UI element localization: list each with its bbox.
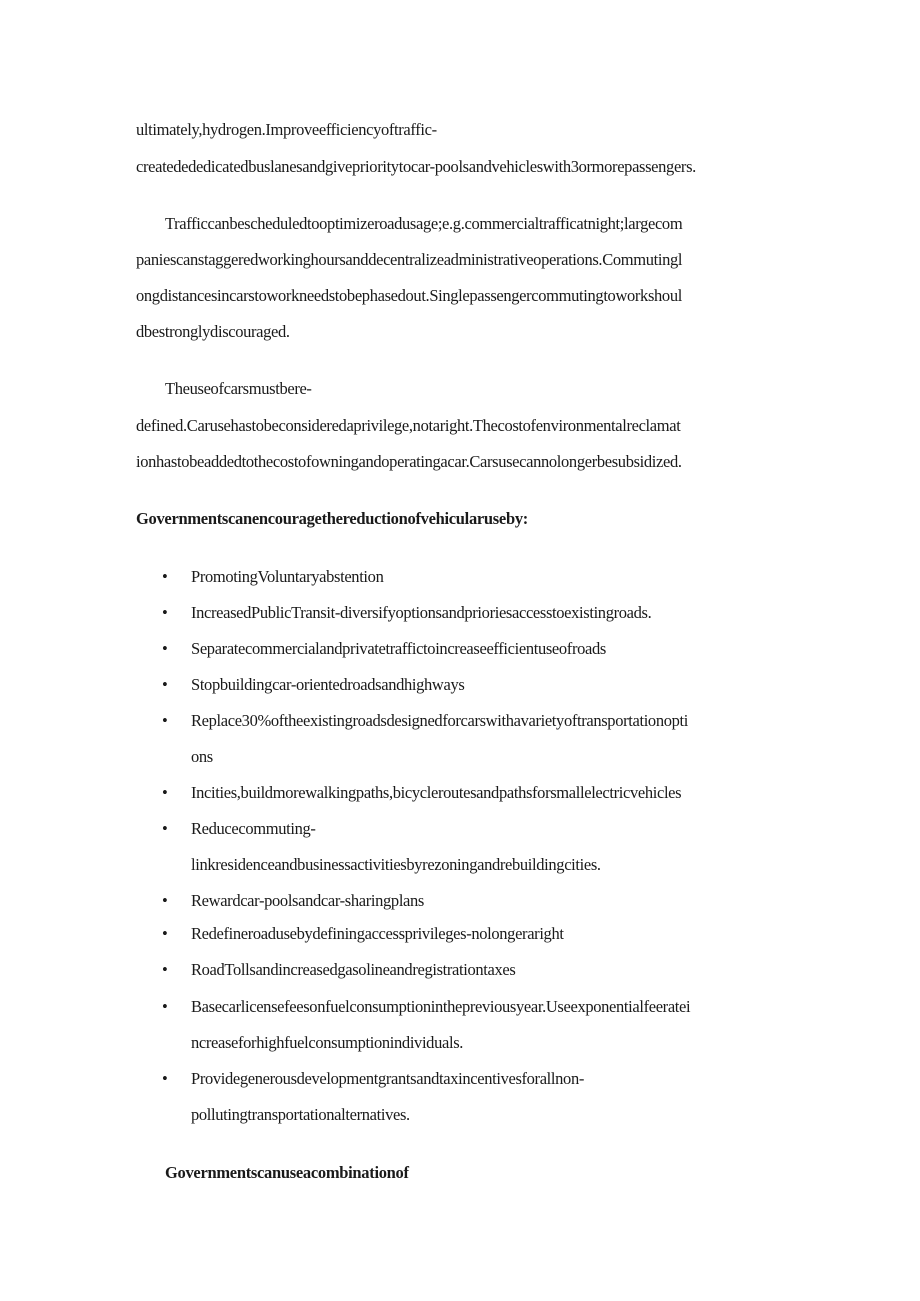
bullet-marker: • — [162, 960, 168, 979]
paragraph-3-line-3: ionhastobeaddedtothecostofowningandoperatingacar.Carsusecannolongerbesubsidized. — [136, 452, 682, 471]
bullet-item-9: Redefineroadusebydefiningaccessprivileges-nolongeraright — [191, 924, 564, 943]
bullet-item-7-line-2: linkresidenceandbusinessactivitiesbyrezoningandrebuildingcities. — [191, 855, 601, 874]
bullet-item-4: Stopbuildingcar-orientedroadsandhighways — [191, 675, 465, 694]
bullet-marker: • — [162, 924, 168, 943]
paragraph-2-line-1: Trafficcanbescheduledtooptimizeroadusage;e.g.commercialtrafficatnight;largecom — [165, 214, 683, 233]
bullet-item-6: Incities,buildmorewalkingpaths,bicycleroutesandpathsforsmallelectricvehicles — [191, 783, 682, 802]
paragraph-3-line-2: defined.Carusehastobeconsideredaprivilege,notaright.Thecostofenvironmentalreclamat — [136, 416, 681, 435]
bullet-marker: • — [162, 567, 168, 586]
bullet-item-1: PromotingVoluntaryabstention — [191, 567, 384, 586]
bullet-marker: • — [162, 1069, 168, 1088]
section-heading-reduction: Governmentscanencouragethereductionofvehicularuseby: — [136, 509, 528, 528]
bullet-item-12-line-1: Providegenerousdevelopmentgrantsandtaxincentivesforallnon- — [191, 1069, 584, 1088]
section-heading-combination: Governmentscanuseacombinationof — [165, 1163, 409, 1182]
bullet-marker: • — [162, 997, 168, 1016]
paragraph-1-line-1: ultimately,hydrogen.Improveefficiencyoftraffic- — [136, 120, 437, 139]
paragraph-2-line-4: dbestronglydiscouraged. — [136, 322, 290, 341]
bullet-marker: • — [162, 783, 168, 802]
bullet-item-2: IncreasedPublicTransit-diversifyoptionsandprioriesaccesstoexistingroads. — [191, 603, 652, 622]
bullet-marker: • — [162, 711, 168, 730]
bullet-item-3: Separatecommercialandprivatetraffictoincreaseefficientuseofroads — [191, 639, 606, 658]
bullet-item-5-line-1: Replace30%oftheexistingroadsdesignedforcarswithavarietyoftransportationopti — [191, 711, 688, 730]
bullet-item-10: RoadTollsandincreasedgasolineandregistrationtaxes — [191, 960, 516, 979]
bullet-marker: • — [162, 819, 168, 838]
bullet-marker: • — [162, 675, 168, 694]
paragraph-3-line-1: Theuseofcarsmustbere- — [165, 379, 312, 398]
paragraph-2-line-2: paniescanstaggeredworkinghoursanddecentralizeadministrativeoperations.Commutingl — [136, 250, 683, 269]
bullet-item-8: Rewardcar-poolsandcar-sharingplans — [191, 891, 425, 910]
bullet-marker: • — [162, 603, 168, 622]
bullet-item-5-line-2: ons — [191, 747, 213, 766]
bullet-item-11-line-1: Basecarlicensefeesonfuelconsumptioninthepreviousyear.Useexponentialfeeratei — [191, 997, 691, 1016]
bullet-item-7-line-1: Reducecommuting- — [191, 819, 316, 838]
bullet-item-11-line-2: ncreaseforhighfuelconsumptionindividuals. — [191, 1033, 464, 1052]
bullet-marker: • — [162, 639, 168, 658]
paragraph-2-line-3: ongdistancesincarstoworkneedstobephasedout.Singlepassengercommutingtoworkshoul — [136, 286, 682, 305]
bullet-item-12-line-2: pollutingtransportationalternatives. — [191, 1105, 410, 1124]
bullet-marker: • — [162, 891, 168, 910]
paragraph-1-line-2: createdededicatedbuslanesandgiveprioritytocar-poolsandvehicleswith3ormorepassengers. — [136, 157, 696, 176]
